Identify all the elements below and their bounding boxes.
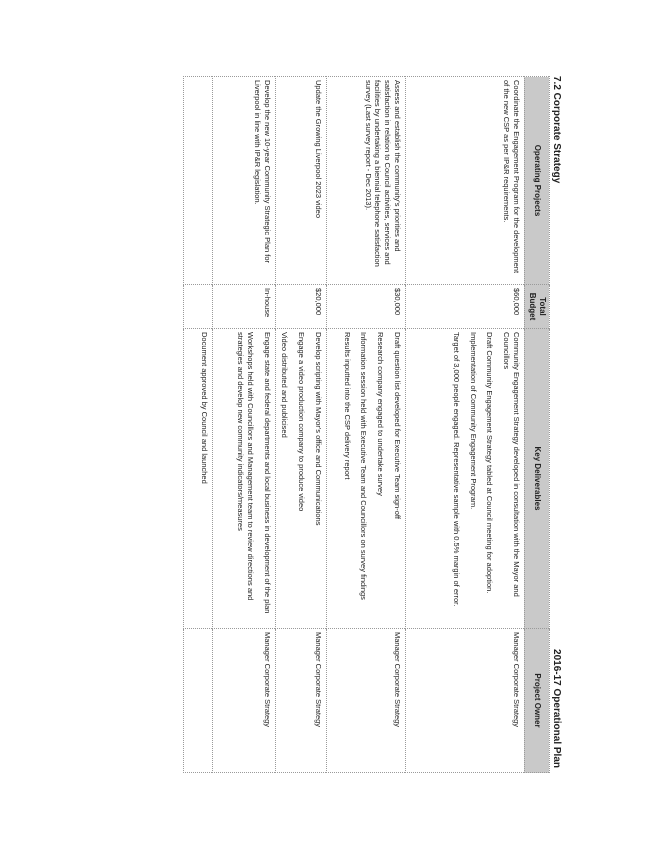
header-project-owner: Project Owner xyxy=(524,629,549,773)
table-row xyxy=(326,77,405,773)
header-operating-projects: Operating Projects xyxy=(524,77,549,285)
deliverable-item: Document approved by Council and launched xyxy=(199,332,209,484)
deliverable-item: Research company engaged to undertake survey xyxy=(375,332,385,496)
owner-cell: Manager Corporate Strategy xyxy=(326,629,405,773)
deliverable-item: Community Engagement Strategy developed in consultation with the Mayor and Councillors xyxy=(501,332,521,597)
owner-cell: Manager Corporate Strategy xyxy=(405,629,524,773)
plan-title: 2016-17 Operational Plan xyxy=(551,649,562,768)
budget-cell: $20,000 xyxy=(275,285,326,329)
table-row xyxy=(183,77,212,773)
owner-cell xyxy=(183,629,212,773)
header-total-budget: Total Budget xyxy=(524,285,549,329)
owner-cell: Manager Corporate Strategy xyxy=(212,629,275,773)
budget-cell: $60,000 xyxy=(405,285,524,329)
deliverable-item: Results inputted into the CSP delivery report xyxy=(342,332,352,480)
deliverable-item: Workshops held with Councillors and Management team to review directions and strategies and develop new community indicators/measures xyxy=(236,332,255,601)
project-cell: Assess and establish the community's priorities and satisfaction in relation to Council activities, services and facilities by undertaking a biennial telephone satisfaction survey (Last survey report - Dec 2013). xyxy=(326,77,405,285)
budget-cell: $30,000 xyxy=(326,285,405,329)
table-row xyxy=(275,77,326,773)
project-cell: Update the Growing Liverpool 2023 video xyxy=(275,77,326,285)
deliverable-item: Develop scripting with Mayor's office and Communications xyxy=(313,332,323,526)
deliverables-cell xyxy=(183,329,212,629)
project-cell xyxy=(183,77,212,285)
budget-cell: In-house xyxy=(212,285,275,329)
deliverables-cell xyxy=(212,329,275,629)
deliverable-item: Implementation of Community Engagement Program. xyxy=(468,332,478,510)
project-cell: Develop the new 10-year Community Strategic Plan for Liverpool in line with IP&R legislation. xyxy=(212,77,275,285)
deliverable-item: Target of 3,000 people engaged. Representative sample with 0.5% margin of error. xyxy=(452,332,462,607)
table-row xyxy=(212,77,275,773)
deliverables-cell xyxy=(326,329,405,629)
table-row xyxy=(405,77,524,773)
header-key-deliverables: Key Deliverables xyxy=(524,329,549,629)
deliverable-item: Information session held with Executive Team and Councillors on survey findings xyxy=(359,332,369,600)
project-cell: Coordinate the Engagement Program for the development of the new CSP as per IP&R requirements. xyxy=(405,77,524,285)
table-header-row xyxy=(524,77,549,773)
deliverables-cell xyxy=(275,329,326,629)
owner-cell: Manager Corporate Strategy xyxy=(275,629,326,773)
section-title: 7.2 Corporate Strategy xyxy=(551,76,562,184)
deliverable-item: Video distributed and publicised xyxy=(280,332,290,438)
deliverable-item: Engage state and federal departments and local business in development of the plan xyxy=(262,332,272,614)
deliverables-cell xyxy=(405,329,524,629)
deliverable-item: Draft question list developed for Executive Team sign-off xyxy=(392,332,402,519)
operational-plan-table xyxy=(183,76,550,773)
deliverable-item: Engage a video production company to produce video xyxy=(296,332,306,512)
budget-cell xyxy=(183,285,212,329)
deliverable-item: Draft Community Engagement Strategy tabled at Council meeting for adoption. xyxy=(485,332,495,594)
